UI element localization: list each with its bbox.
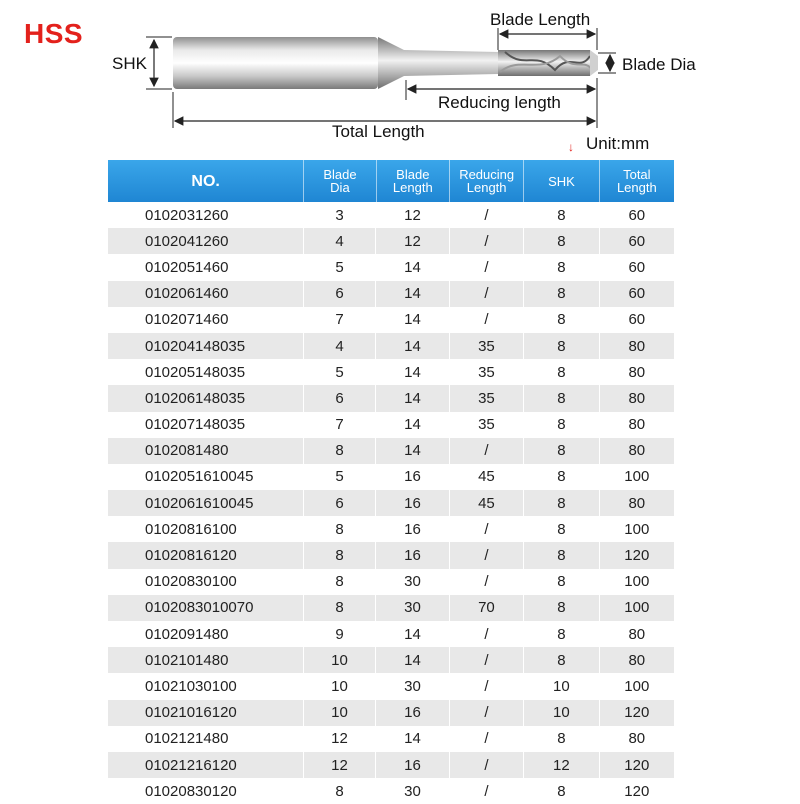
tool-neck bbox=[378, 37, 498, 89]
cell-blade-length: 12 bbox=[376, 202, 449, 228]
cell-total-length: 80 bbox=[628, 337, 646, 355]
cell-reducing-length: 35 bbox=[450, 333, 524, 359]
cell-blade-length: 14 bbox=[376, 647, 449, 673]
cell-total-length: 60 bbox=[628, 311, 646, 329]
spec-table bbox=[108, 160, 674, 804]
cell-shk: 8 bbox=[524, 438, 599, 464]
cell-blade-length: 14 bbox=[376, 385, 449, 411]
cell-reducing-length: / bbox=[450, 202, 524, 228]
cell-total-length: 120 bbox=[624, 782, 650, 800]
shk-dimension bbox=[146, 37, 172, 89]
cell-blade-dia: 9 bbox=[304, 621, 376, 647]
cell-shk: 12 bbox=[524, 752, 599, 778]
cell-blade-length: 14 bbox=[376, 412, 449, 438]
table-body bbox=[108, 202, 674, 804]
tool-shank bbox=[173, 37, 378, 89]
cell-reducing-length: / bbox=[450, 516, 524, 542]
cell-shk: 8 bbox=[524, 778, 599, 804]
cell-total-length: 80 bbox=[628, 494, 646, 512]
cell-no: 01020816120 bbox=[108, 542, 304, 568]
cell-total-length: 100 bbox=[624, 599, 650, 617]
cell-blade-length: 14 bbox=[376, 621, 449, 647]
table-row bbox=[108, 385, 674, 411]
table-row bbox=[108, 595, 674, 621]
cell-blade-dia: 8 bbox=[304, 542, 376, 568]
cell-total-length: 100 bbox=[624, 573, 650, 591]
cell-no: 01020830100 bbox=[108, 569, 304, 595]
cell-shk: 8 bbox=[524, 621, 599, 647]
cell-blade-dia: 10 bbox=[304, 700, 376, 726]
cell-total-length: 100 bbox=[624, 468, 650, 486]
cell-blade-length: 16 bbox=[376, 752, 449, 778]
cell-reducing-length: 70 bbox=[450, 595, 524, 621]
cell-no: 0102071460 bbox=[108, 307, 304, 333]
table-row bbox=[108, 569, 674, 595]
tool-flutes bbox=[498, 50, 598, 76]
cell-blade-dia: 7 bbox=[304, 307, 376, 333]
header-no: NO. bbox=[108, 160, 304, 202]
table-row bbox=[108, 726, 674, 752]
cell-reducing-length: / bbox=[450, 778, 524, 804]
cell-total-length: 80 bbox=[628, 363, 646, 381]
cell-reducing-length: 45 bbox=[450, 464, 524, 490]
unit-label: Unit:mm bbox=[586, 134, 650, 153]
cell-total-length: 120 bbox=[624, 547, 650, 565]
table-row bbox=[108, 281, 674, 307]
cell-blade-length: 14 bbox=[376, 307, 449, 333]
cell-no: 0102061610045 bbox=[108, 490, 304, 516]
cell-blade-dia: 7 bbox=[304, 412, 376, 438]
material-label: HSS bbox=[24, 18, 84, 49]
table-row bbox=[108, 254, 674, 280]
blade-dia-label: Blade Dia bbox=[622, 55, 696, 74]
table-row bbox=[108, 333, 674, 359]
cell-shk: 8 bbox=[524, 542, 599, 568]
cell-blade-length: 16 bbox=[376, 700, 449, 726]
cell-blade-dia: 8 bbox=[304, 438, 376, 464]
cell-blade-length: 14 bbox=[376, 333, 449, 359]
cell-total-length: 80 bbox=[628, 651, 646, 669]
cell-blade-dia: 5 bbox=[304, 359, 376, 385]
table-header bbox=[108, 160, 674, 202]
cell-reducing-length: / bbox=[450, 647, 524, 673]
cell-blade-length: 14 bbox=[376, 438, 449, 464]
cell-blade-dia: 6 bbox=[304, 490, 376, 516]
cell-shk: 8 bbox=[524, 569, 599, 595]
cell-blade-length: 16 bbox=[376, 490, 449, 516]
cell-blade-dia: 12 bbox=[304, 726, 376, 752]
table-row bbox=[108, 621, 674, 647]
cell-blade-dia: 8 bbox=[304, 516, 376, 542]
cell-shk: 8 bbox=[524, 595, 599, 621]
cell-total-length: 80 bbox=[628, 416, 646, 434]
cell-no: 0102061460 bbox=[108, 281, 304, 307]
cell-blade-dia: 4 bbox=[304, 228, 376, 254]
cell-shk: 8 bbox=[524, 202, 599, 228]
cell-blade-length: 30 bbox=[376, 569, 449, 595]
cell-blade-dia: 12 bbox=[304, 752, 376, 778]
cell-total-length: 60 bbox=[628, 206, 646, 224]
cell-blade-dia: 10 bbox=[304, 647, 376, 673]
cell-no: 0102031260 bbox=[108, 202, 304, 228]
cell-blade-length: 30 bbox=[376, 673, 449, 699]
cell-shk: 8 bbox=[524, 726, 599, 752]
cell-shk: 8 bbox=[524, 412, 599, 438]
cell-total-length: 100 bbox=[624, 677, 650, 695]
cell-reducing-length: / bbox=[450, 673, 524, 699]
cell-blade-length: 14 bbox=[376, 254, 449, 280]
cell-shk: 10 bbox=[524, 700, 599, 726]
cell-blade-dia: 8 bbox=[304, 778, 376, 804]
unit-marker: ↓ bbox=[568, 140, 574, 154]
cell-shk: 8 bbox=[524, 464, 599, 490]
cell-no: 010205148035 bbox=[108, 359, 304, 385]
cell-total-length: 120 bbox=[624, 756, 650, 774]
table-row bbox=[108, 647, 674, 673]
cell-no: 010206148035 bbox=[108, 385, 304, 411]
table-row bbox=[108, 307, 674, 333]
cell-blade-length: 14 bbox=[376, 726, 449, 752]
cell-no: 0102041260 bbox=[108, 228, 304, 254]
cell-reducing-length: / bbox=[450, 726, 524, 752]
cell-reducing-length: / bbox=[450, 228, 524, 254]
header-total-length: Total Length bbox=[616, 167, 657, 195]
cell-total-length: 100 bbox=[624, 520, 650, 538]
cell-blade-dia: 5 bbox=[304, 254, 376, 280]
cell-reducing-length: / bbox=[450, 621, 524, 647]
cell-no: 010207148035 bbox=[108, 412, 304, 438]
header-blade-dia: Blade Dia bbox=[304, 160, 376, 202]
cell-blade-length: 14 bbox=[376, 281, 449, 307]
cell-shk: 8 bbox=[524, 254, 599, 280]
reducing-length-label: Reducing length bbox=[438, 93, 561, 112]
header-shk: SHK bbox=[524, 160, 599, 202]
cell-no: 0102101480 bbox=[108, 647, 304, 673]
cell-shk: 8 bbox=[524, 359, 599, 385]
cell-no: 01021016120 bbox=[108, 700, 304, 726]
cell-blade-length: 12 bbox=[376, 228, 449, 254]
table-row bbox=[108, 542, 674, 568]
cell-blade-dia: 6 bbox=[304, 385, 376, 411]
cell-blade-length: 30 bbox=[376, 778, 449, 804]
cell-shk: 8 bbox=[524, 333, 599, 359]
cell-no: 01020816100 bbox=[108, 516, 304, 542]
cell-reducing-length: / bbox=[450, 700, 524, 726]
cell-blade-dia: 10 bbox=[304, 673, 376, 699]
table-row bbox=[108, 700, 674, 726]
cell-reducing-length: / bbox=[450, 438, 524, 464]
cell-shk: 8 bbox=[524, 490, 599, 516]
cell-blade-dia: 3 bbox=[304, 202, 376, 228]
blade-length-dimension bbox=[498, 28, 597, 50]
blade-length-label: Blade Length bbox=[490, 10, 591, 29]
header-blade-length: Blade Length bbox=[377, 160, 450, 202]
total-length-label: Total Length bbox=[332, 122, 425, 141]
cell-reducing-length: / bbox=[450, 307, 524, 333]
table-row bbox=[108, 516, 674, 542]
cell-shk: 8 bbox=[524, 281, 599, 307]
cell-total-length: 60 bbox=[628, 285, 646, 303]
cell-no: 0102083010070 bbox=[108, 595, 304, 621]
cell-shk: 8 bbox=[524, 385, 599, 411]
cell-shk: 8 bbox=[524, 516, 599, 542]
table-row bbox=[108, 438, 674, 464]
header-reducing-length: Reducing Length bbox=[450, 160, 524, 202]
cell-total-length: 80 bbox=[628, 442, 646, 460]
cell-blade-dia: 5 bbox=[304, 464, 376, 490]
cell-reducing-length: 35 bbox=[450, 412, 524, 438]
cell-blade-dia: 8 bbox=[304, 569, 376, 595]
cell-reducing-length: 35 bbox=[450, 359, 524, 385]
cell-no: 01021030100 bbox=[108, 673, 304, 699]
table-row bbox=[108, 490, 674, 516]
shank-label: SHK bbox=[112, 54, 147, 73]
cell-no: 0102121480 bbox=[108, 726, 304, 752]
cell-blade-length: 16 bbox=[376, 464, 449, 490]
cell-reducing-length: 45 bbox=[450, 490, 524, 516]
cell-total-length: 80 bbox=[628, 625, 646, 643]
table-row bbox=[108, 752, 674, 778]
cell-shk: 10 bbox=[524, 673, 599, 699]
blade-dia-dimension bbox=[598, 53, 616, 73]
cell-reducing-length: / bbox=[450, 281, 524, 307]
cell-blade-length: 16 bbox=[376, 516, 449, 542]
cell-blade-length: 30 bbox=[376, 595, 449, 621]
cell-total-length: 120 bbox=[624, 704, 650, 722]
cell-total-length: 60 bbox=[628, 258, 646, 276]
cell-shk: 8 bbox=[524, 228, 599, 254]
cell-blade-dia: 6 bbox=[304, 281, 376, 307]
cell-no: 01021216120 bbox=[108, 752, 304, 778]
table-row bbox=[108, 673, 674, 699]
cell-shk: 8 bbox=[524, 647, 599, 673]
table-row bbox=[108, 778, 674, 804]
table-row bbox=[108, 228, 674, 254]
cell-total-length: 80 bbox=[628, 730, 646, 748]
table-row bbox=[108, 359, 674, 385]
cell-no: 0102091480 bbox=[108, 621, 304, 647]
cell-reducing-length: / bbox=[450, 542, 524, 568]
cell-no: 010204148035 bbox=[108, 333, 304, 359]
cell-no: 0102051460 bbox=[108, 254, 304, 280]
cell-no: 0102081480 bbox=[108, 438, 304, 464]
cell-shk: 8 bbox=[524, 307, 599, 333]
cell-blade-dia: 8 bbox=[304, 595, 376, 621]
cell-blade-length: 16 bbox=[376, 542, 449, 568]
cell-blade-length: 14 bbox=[376, 359, 449, 385]
cell-no: 01020830120 bbox=[108, 778, 304, 804]
cell-reducing-length: / bbox=[450, 569, 524, 595]
cell-reducing-length: / bbox=[450, 752, 524, 778]
cell-blade-dia: 4 bbox=[304, 333, 376, 359]
cell-total-length: 80 bbox=[628, 389, 646, 407]
cell-reducing-length: / bbox=[450, 254, 524, 280]
cell-reducing-length: 35 bbox=[450, 385, 524, 411]
table-row bbox=[108, 464, 674, 490]
cell-total-length: 60 bbox=[628, 232, 646, 250]
table-row bbox=[108, 202, 674, 228]
table-row bbox=[108, 412, 674, 438]
cell-no: 0102051610045 bbox=[108, 464, 304, 490]
